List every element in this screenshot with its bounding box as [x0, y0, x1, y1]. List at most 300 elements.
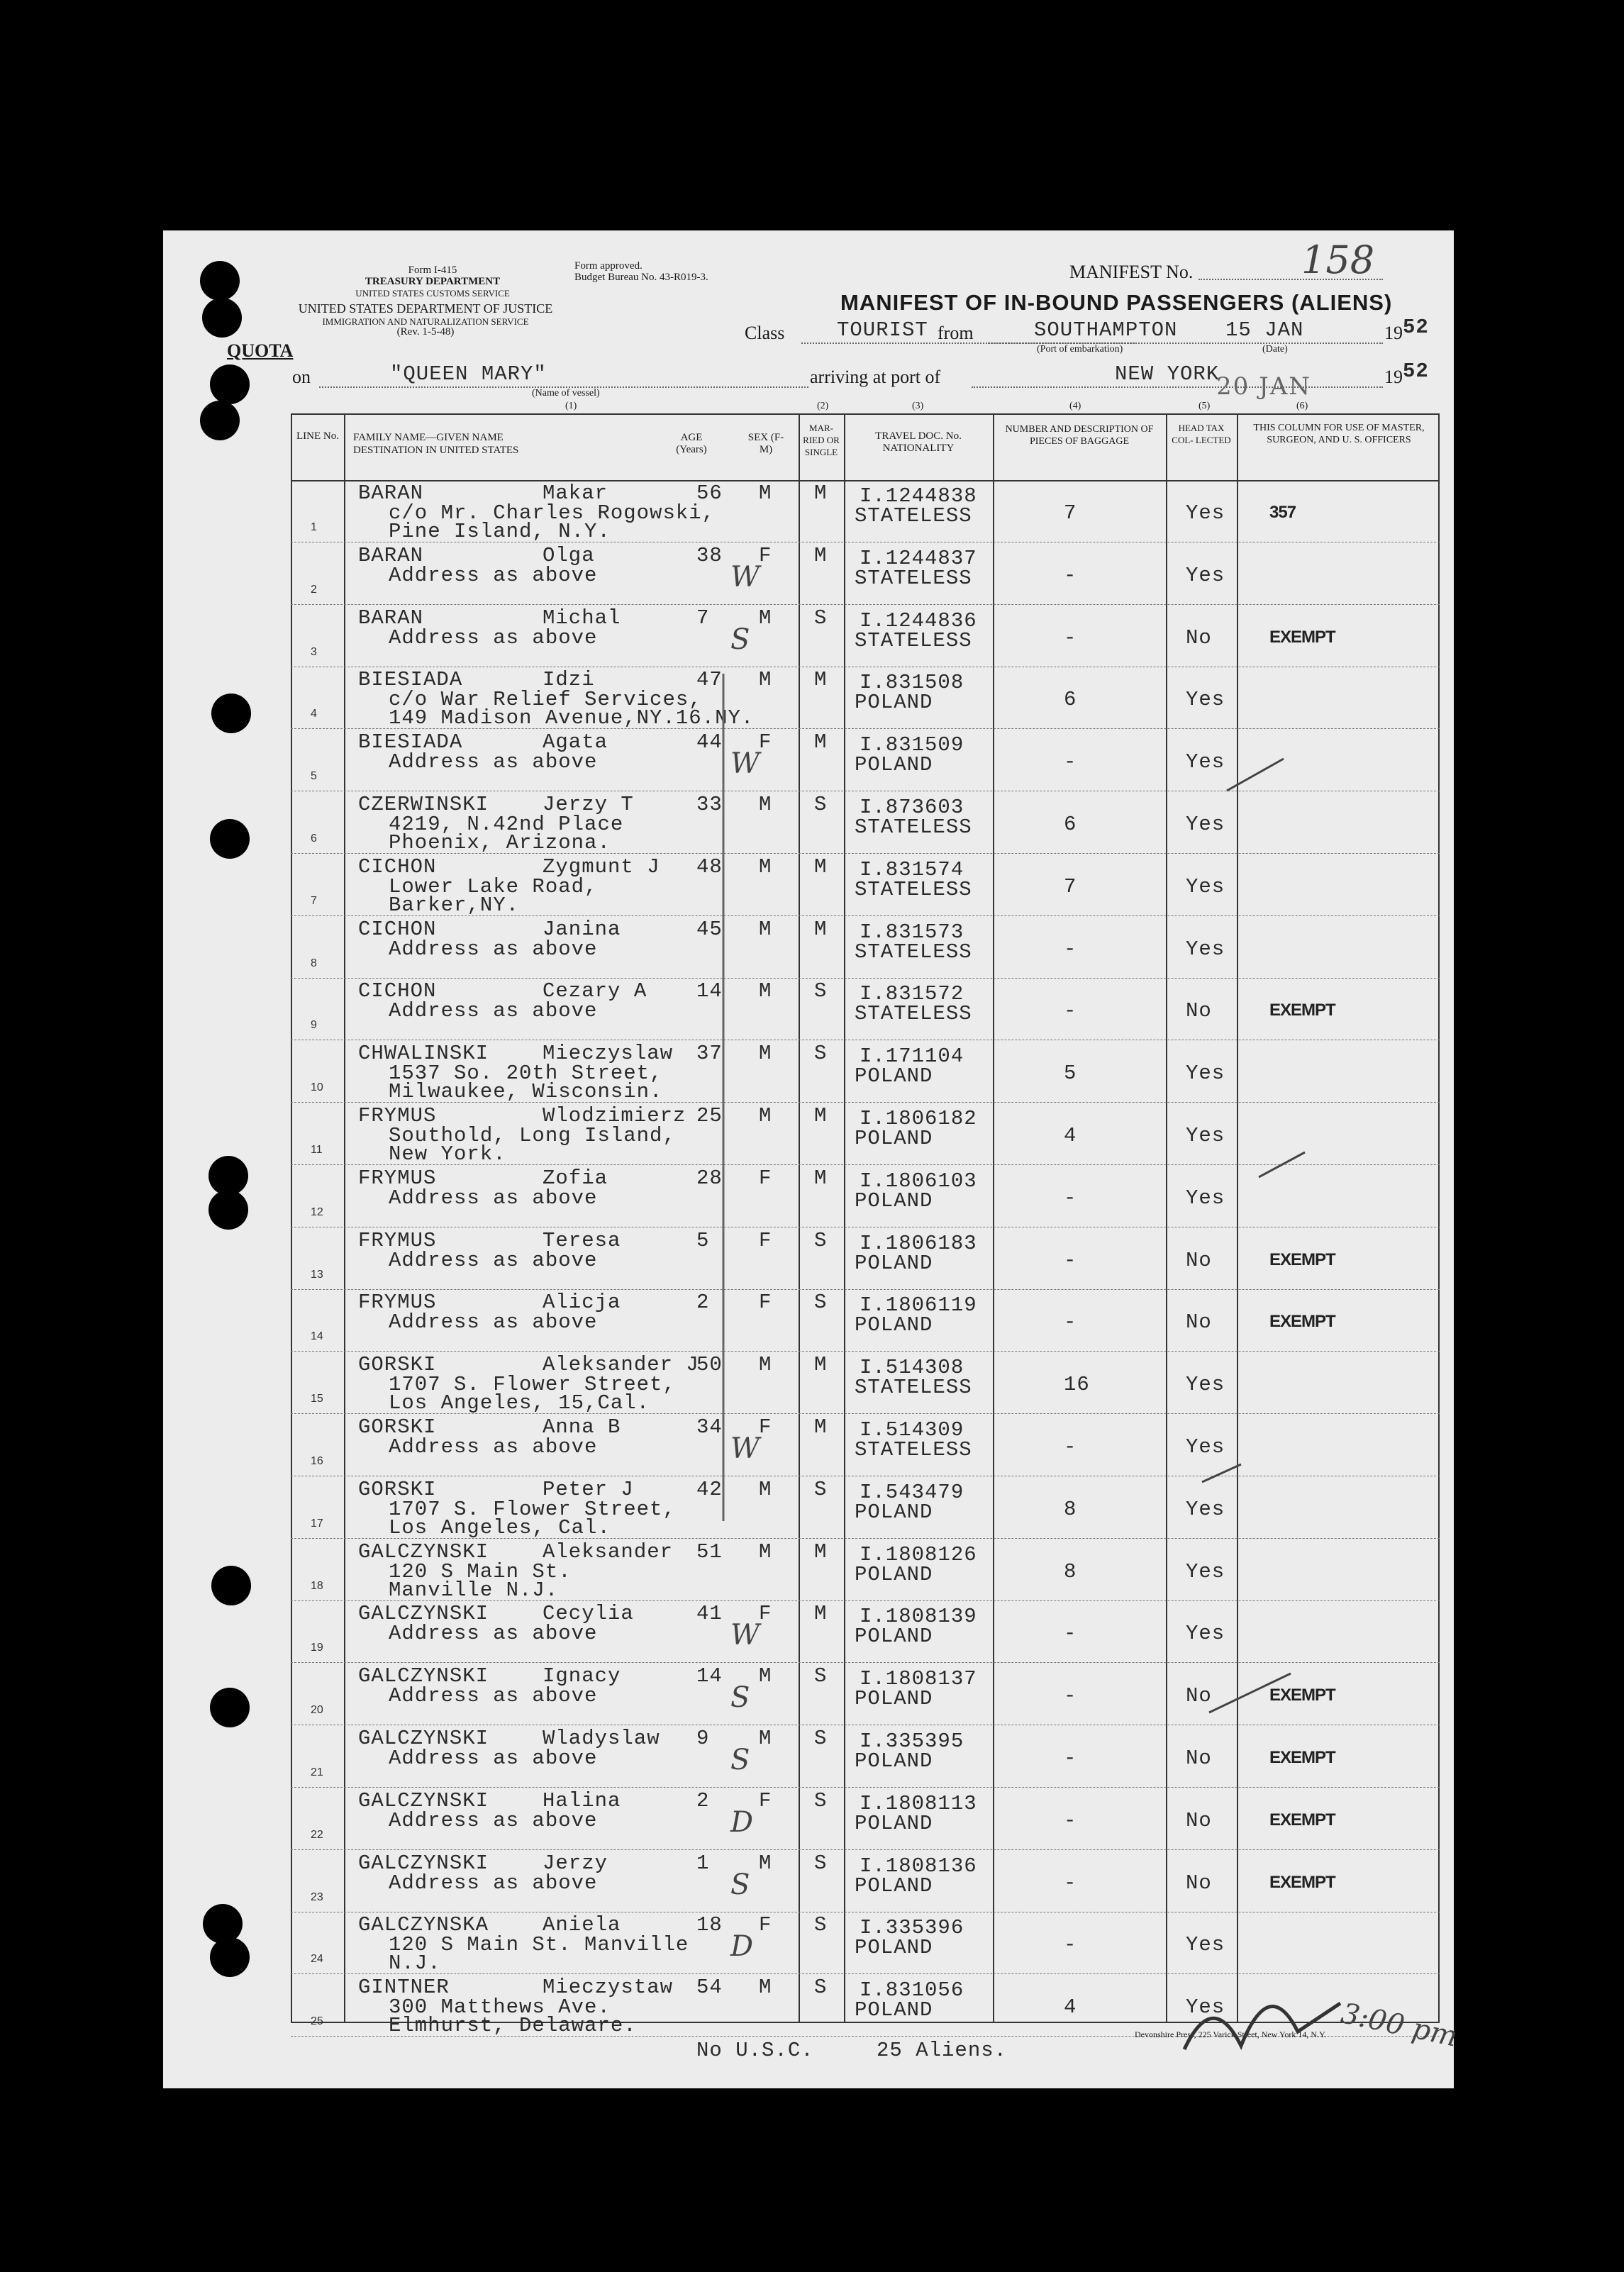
- destination-line-1: 300 Matthews Ave.: [389, 1995, 611, 2019]
- punch-hole: [211, 694, 251, 733]
- officer-note: 357: [1269, 503, 1296, 522]
- budget-label: Budget Bureau No. 43-R019-3.: [574, 272, 708, 283]
- destination-line-1: Address as above: [389, 1622, 598, 1645]
- vessel-caption: (Name of vessel): [532, 388, 600, 399]
- marital-status: S: [814, 1851, 828, 1875]
- marital-status: S: [814, 1664, 828, 1688]
- head-tax: Yes: [1186, 1435, 1225, 1459]
- head-tax: Yes: [1186, 564, 1225, 587]
- head-tax: No: [1186, 1249, 1212, 1272]
- given-name: Agata: [543, 730, 608, 754]
- head-tax: Yes: [1186, 937, 1225, 961]
- age: 54: [696, 1976, 723, 1999]
- sex: F: [759, 1789, 772, 1812]
- baggage-count: 6: [1064, 813, 1077, 836]
- destination-line-1: Southold, Long Island,: [389, 1124, 676, 1147]
- family-name: CICHON: [358, 918, 437, 941]
- marital-status: M: [814, 1415, 828, 1439]
- travel-doc-number: I.831572: [860, 982, 964, 1006]
- destination-line-1: 1537 So. 20th Street,: [389, 1062, 663, 1085]
- line-number: 21: [311, 1766, 323, 1778]
- baggage-count: -: [1064, 1933, 1077, 1956]
- handwritten-mark: W: [730, 1432, 760, 1465]
- col-header-sex: SEX (F-M): [747, 432, 784, 455]
- family-name: FRYMUS: [358, 1104, 437, 1127]
- head-tax: No: [1186, 999, 1212, 1023]
- destination-line-2: Phoenix, Arizona.: [389, 831, 611, 854]
- destination-line-1: Address as above: [389, 1310, 598, 1334]
- destination-line-1: Address as above: [389, 626, 598, 650]
- baggage-count: -: [1064, 626, 1077, 650]
- sex: M: [759, 1042, 772, 1065]
- nationality: POLAND: [855, 1563, 933, 1586]
- head-tax: No: [1186, 1747, 1212, 1770]
- handwritten-mark: S: [730, 1869, 750, 1901]
- given-name: Jerzy T: [543, 793, 634, 816]
- on-label: on: [292, 367, 311, 387]
- destination-line-1: 120 S Main St.: [389, 1560, 572, 1583]
- age: 28: [696, 1166, 723, 1190]
- marital-status: M: [814, 544, 828, 567]
- head-tax: Yes: [1186, 875, 1225, 898]
- nationality: POLAND: [855, 753, 933, 776]
- head-tax: Yes: [1186, 1498, 1225, 1521]
- destination-line-1: Address as above: [389, 1249, 598, 1272]
- head-tax: Yes: [1186, 1995, 1225, 2019]
- handwritten-mark: W: [730, 747, 760, 780]
- rev-label: (Rev. 1-5-48): [396, 326, 455, 338]
- destination-line-2: Manville N.J.: [389, 1578, 559, 1602]
- sex: F: [759, 1291, 772, 1314]
- line-number: 7: [311, 895, 317, 907]
- footer-aliens: 25 Aliens.: [877, 2039, 1008, 2062]
- head-tax: Yes: [1186, 750, 1225, 774]
- baggage-count: -: [1064, 564, 1077, 587]
- travel-doc-number: I.335396: [860, 1916, 964, 1939]
- family-name: GORSKI: [358, 1415, 437, 1439]
- marital-status: M: [814, 1602, 828, 1625]
- baggage-count: -: [1064, 937, 1077, 961]
- travel-doc-number: I.1806119: [860, 1293, 977, 1317]
- line-number: 8: [311, 957, 317, 969]
- punch-hole: [210, 1688, 250, 1727]
- baggage-count: 8: [1064, 1498, 1077, 1521]
- manifest-title: MANIFEST OF IN-BOUND PASSENGERS (ALIENS): [840, 290, 1393, 315]
- handwritten-mark: W: [730, 561, 760, 594]
- destination-line-1: Address as above: [389, 937, 598, 961]
- age: 18: [696, 1913, 723, 1937]
- nationality: STATELESS: [855, 815, 972, 839]
- marital-status: S: [814, 1042, 828, 1065]
- travel-doc-number: I.873603: [860, 796, 964, 819]
- age: 25: [696, 1104, 723, 1127]
- baggage-count: 6: [1064, 688, 1077, 711]
- baggage-count: -: [1064, 750, 1077, 774]
- baggage-count: 4: [1064, 1995, 1077, 2019]
- family-name: GALCZYNSKI: [358, 1789, 489, 1812]
- class-label: Class: [745, 323, 785, 343]
- line-number: 19: [311, 1642, 323, 1654]
- baggage-count: 5: [1064, 1062, 1077, 1085]
- given-name: Aleksander: [543, 1540, 674, 1564]
- sex: M: [759, 481, 772, 505]
- travel-doc-number: I.514308: [860, 1356, 964, 1379]
- head-tax: No: [1186, 626, 1212, 650]
- arrival-date-stamp: 20 JAN: [1216, 372, 1312, 401]
- port-caption: (Port of embarkation): [1037, 344, 1123, 355]
- footer-usc: No U.S.C.: [696, 2039, 814, 2062]
- head-tax: Yes: [1186, 688, 1225, 711]
- given-name: Idzi: [543, 668, 595, 691]
- sex: M: [759, 1478, 772, 1501]
- sex: F: [759, 1229, 772, 1252]
- destination-line-2: Los Angeles, 15,Cal.: [389, 1391, 650, 1415]
- handwritten-mark: W: [730, 1619, 760, 1652]
- marital-status: M: [814, 668, 828, 691]
- marital-status: S: [814, 606, 828, 630]
- col-header-age: AGE (Years): [676, 432, 707, 455]
- travel-doc-number: I.831508: [860, 671, 964, 694]
- sex: M: [759, 855, 772, 879]
- age: 37: [696, 1042, 723, 1065]
- given-name: Makar: [543, 481, 608, 505]
- sex: M: [759, 979, 772, 1003]
- year-1: 52: [1403, 316, 1429, 339]
- age: 34: [696, 1415, 723, 1439]
- line-number: 4: [311, 708, 317, 720]
- marital-status: S: [814, 793, 828, 816]
- age: 1: [696, 1851, 710, 1875]
- nationality: POLAND: [855, 1189, 933, 1213]
- nationality: POLAND: [855, 1064, 933, 1088]
- given-name: Mieczyslaw: [543, 1042, 674, 1065]
- age: 48: [696, 855, 723, 879]
- destination-line-1: Address as above: [389, 1871, 598, 1895]
- marital-status: M: [814, 481, 828, 505]
- nationality: STATELESS: [855, 1002, 972, 1025]
- from-label: from: [938, 323, 974, 343]
- justice-label: UNITED STATES DEPARTMENT OF JUSTICE: [298, 301, 553, 316]
- marital-status: S: [814, 1976, 828, 1999]
- embarkation-date: 15 JAN: [1225, 318, 1304, 342]
- age: 14: [696, 979, 723, 1003]
- travel-doc-number: I.1806103: [860, 1169, 977, 1193]
- destination-line-1: Address as above: [389, 1435, 598, 1459]
- travel-doc-number: I.1808113: [860, 1792, 977, 1815]
- line-number: 20: [311, 1704, 323, 1716]
- destination-line-2: 149 Madison Avenue,NY.16.NY.: [389, 706, 755, 730]
- officer-note: EXEMPT: [1269, 1873, 1335, 1892]
- nationality: STATELESS: [855, 878, 972, 901]
- destination-line-1: Address as above: [389, 1747, 598, 1770]
- family-name: CICHON: [358, 979, 437, 1003]
- nationality: STATELESS: [855, 1438, 972, 1461]
- officer-note: EXEMPT: [1269, 1250, 1335, 1269]
- destination-line-1: 120 S Main St. Manville: [389, 1933, 689, 1956]
- destination-line-2: Pine Island, N.Y.: [389, 520, 611, 543]
- line-number: 23: [311, 1891, 323, 1903]
- baggage-count: -: [1064, 1622, 1077, 1645]
- sex: M: [759, 793, 772, 816]
- given-name: Ignacy: [543, 1664, 621, 1688]
- destination-line-1: Address as above: [389, 1684, 598, 1708]
- arrival-time: 3:00 pm: [1338, 1997, 1461, 2054]
- nationality: POLAND: [855, 1313, 933, 1337]
- nationality: POLAND: [855, 1625, 933, 1648]
- age: 38: [696, 544, 723, 567]
- destination-line-1: c/o Mr. Charles Rogowski,: [389, 501, 716, 525]
- age: 50: [696, 1353, 723, 1376]
- sex: M: [759, 1976, 772, 1999]
- marital-status: M: [814, 855, 828, 879]
- given-name: Halina: [543, 1789, 621, 1812]
- head-tax: Yes: [1186, 501, 1225, 525]
- given-name: Alicja: [543, 1291, 621, 1314]
- given-name: Cezary A: [543, 979, 647, 1003]
- year-2: 52: [1403, 360, 1429, 383]
- date-caption: (Date): [1262, 344, 1288, 355]
- punch-hole: [208, 1190, 248, 1230]
- line-number: 18: [311, 1580, 323, 1592]
- officer-note: EXEMPT: [1269, 1810, 1335, 1830]
- given-name: Peter J: [543, 1478, 634, 1501]
- customs-label: UNITED STATES CUSTOMS SERVICE: [355, 288, 510, 299]
- approved-label: Form approved.: [574, 260, 643, 272]
- nationality: POLAND: [855, 1127, 933, 1150]
- arrival-port: NEW YORK: [1115, 362, 1220, 386]
- head-tax: No: [1186, 1684, 1212, 1708]
- col-header-baggage: NUMBER AND DESCRIPTION OF PIECES OF BAGGAGE: [1005, 424, 1154, 447]
- travel-doc-number: I.1808137: [860, 1667, 977, 1691]
- head-tax: Yes: [1186, 1373, 1225, 1396]
- family-name: BIESIADA: [358, 668, 463, 691]
- head-tax: Yes: [1186, 813, 1225, 836]
- officer-note: EXEMPT: [1269, 1312, 1335, 1331]
- baggage-count: -: [1064, 1871, 1077, 1895]
- sex: M: [759, 1353, 772, 1376]
- head-tax: Yes: [1186, 1186, 1225, 1210]
- travel-doc-number: I.831574: [860, 858, 964, 881]
- manifest-no-value: 158: [1301, 238, 1375, 282]
- head-tax: No: [1186, 1310, 1212, 1334]
- travel-doc-number: I.1808139: [860, 1605, 977, 1628]
- line-number: 10: [311, 1081, 323, 1093]
- baggage-count: -: [1064, 1435, 1077, 1459]
- family-name: GALCZYNSKI: [358, 1540, 489, 1564]
- family-name: BARAN: [358, 606, 424, 630]
- col-num-5: (5): [1198, 401, 1211, 411]
- baggage-count: -: [1064, 1809, 1077, 1832]
- age: 14: [696, 1664, 723, 1688]
- col-num-3: (3): [912, 401, 924, 411]
- form-number: Form I-415: [408, 264, 457, 276]
- line-number: 14: [311, 1330, 323, 1342]
- age: 5: [696, 1229, 710, 1252]
- punch-hole: [200, 401, 240, 440]
- handwritten-mark: D: [730, 1930, 754, 1963]
- age: 9: [696, 1727, 710, 1750]
- punch-hole: [210, 1937, 250, 1977]
- line-number: 3: [311, 646, 317, 658]
- destination-line-2: New York.: [389, 1142, 506, 1166]
- quota-label: QUOTA: [227, 340, 294, 361]
- family-name: CICHON: [358, 855, 437, 879]
- given-name: Olga: [543, 544, 595, 567]
- marital-status: M: [814, 1540, 828, 1564]
- line-number: 16: [311, 1455, 323, 1467]
- handwritten-mark: S: [730, 623, 750, 656]
- punch-hole: [200, 261, 240, 301]
- year-prefix-1: 19: [1384, 323, 1403, 343]
- family-name: GORSKI: [358, 1478, 437, 1501]
- baggage-count: 7: [1064, 501, 1077, 525]
- sex: F: [759, 730, 772, 754]
- port-of-embarkation: SOUTHAMPTON: [1034, 318, 1178, 342]
- marital-status: S: [814, 1789, 828, 1812]
- baggage-count: -: [1064, 1249, 1077, 1272]
- destination-line-1: 4219, N.42nd Place: [389, 813, 624, 836]
- col-header-officers: THIS COLUMN FOR USE OF MASTER, SURGEON, AND U. S. OFFICERS: [1253, 423, 1425, 445]
- family-name: FRYMUS: [358, 1291, 437, 1314]
- destination-line-1: Address as above: [389, 999, 598, 1023]
- col-header-tax: HEAD TAX COL- LECTED: [1172, 423, 1231, 445]
- nationality: POLAND: [855, 1687, 933, 1710]
- destination-line-2: Milwaukee, Wisconsin.: [389, 1080, 663, 1103]
- officer-note: EXEMPT: [1269, 1748, 1335, 1767]
- age: 56: [696, 481, 723, 505]
- family-name: GALCZYNSKI: [358, 1602, 489, 1625]
- head-tax: Yes: [1186, 1933, 1225, 1956]
- baggage-count: -: [1064, 1684, 1077, 1708]
- nationality: STATELESS: [855, 504, 972, 528]
- baggage-count: -: [1064, 1186, 1077, 1210]
- age: 7: [696, 606, 710, 630]
- col-header-married: MAR- RIED OR SINGLE: [803, 423, 840, 457]
- marital-status: S: [814, 1478, 828, 1501]
- nationality: POLAND: [855, 1252, 933, 1275]
- col-num-1: (1): [565, 401, 577, 411]
- baggage-count: -: [1064, 1747, 1077, 1770]
- manifest-no-label: MANIFEST No.: [1069, 262, 1194, 282]
- travel-doc-number: I.335395: [860, 1730, 964, 1753]
- handwritten-mark: D: [730, 1806, 754, 1839]
- sex: M: [759, 1664, 772, 1688]
- nationality: POLAND: [855, 1874, 933, 1898]
- family-name: GALCZYNSKI: [358, 1664, 489, 1688]
- family-name: CZERWINSKI: [358, 793, 489, 816]
- family-name: GALCZYNSKA: [358, 1913, 489, 1937]
- col-header-line: LINE No.: [296, 430, 339, 442]
- marital-status: M: [814, 1353, 828, 1376]
- destination-line-1: 1707 S. Flower Street,: [389, 1498, 676, 1521]
- nationality: POLAND: [855, 1936, 933, 1959]
- col-header-travel: TRAVEL DOC. No. NATIONALITY: [875, 430, 962, 454]
- destination-line-1: Address as above: [389, 564, 598, 587]
- given-name: Anna B: [543, 1415, 621, 1439]
- punch-hole: [210, 819, 250, 859]
- head-tax: Yes: [1186, 1622, 1225, 1645]
- age: 33: [696, 793, 723, 816]
- col-num-4: (4): [1069, 401, 1081, 411]
- sex: M: [759, 1540, 772, 1564]
- head-tax: Yes: [1186, 1062, 1225, 1085]
- nationality: POLAND: [855, 1500, 933, 1524]
- destination-line-2: Elmhurst, Delaware.: [389, 2014, 637, 2037]
- age: 2: [696, 1789, 710, 1812]
- given-name: Janina: [543, 918, 621, 941]
- travel-doc-number: I.514309: [860, 1418, 964, 1442]
- given-name: Wlodzimierz: [543, 1104, 686, 1127]
- travel-doc-number: I.831509: [860, 733, 964, 757]
- nationality: POLAND: [855, 1812, 933, 1835]
- line-number: 17: [311, 1518, 323, 1530]
- line-number: 6: [311, 832, 317, 845]
- travel-doc-number: I.1808126: [860, 1543, 977, 1566]
- sex: F: [759, 1166, 772, 1190]
- officer-note: EXEMPT: [1269, 1001, 1335, 1020]
- travel-doc-number: I.831573: [860, 920, 964, 944]
- family-name: BARAN: [358, 544, 424, 567]
- arriving-label: arriving at port of: [810, 367, 941, 387]
- destination-line-2: Los Angeles, Cal.: [389, 1516, 611, 1539]
- col-num-6: (6): [1296, 401, 1308, 411]
- sex: F: [759, 1602, 772, 1625]
- line-number: 24: [311, 1953, 323, 1965]
- line-number: 15: [311, 1393, 323, 1405]
- family-name: FRYMUS: [358, 1229, 437, 1252]
- line-number: 9: [311, 1019, 317, 1031]
- destination-line-1: Lower Lake Road,: [389, 875, 598, 898]
- destination-line-1: Address as above: [389, 750, 598, 774]
- marital-status: M: [814, 730, 828, 754]
- baggage-count: -: [1064, 1310, 1077, 1334]
- travel-doc-number: I.1808136: [860, 1854, 977, 1878]
- head-tax: Yes: [1186, 1124, 1225, 1147]
- line-number: 22: [311, 1829, 323, 1841]
- travel-doc-number: I.1806182: [860, 1107, 977, 1130]
- line-number: 1: [311, 521, 317, 533]
- age: 2: [696, 1291, 710, 1314]
- handwritten-marks: [163, 230, 1454, 2088]
- given-name: Cecylia: [543, 1602, 634, 1625]
- given-name: Wladyslaw: [543, 1727, 660, 1750]
- age: 44: [696, 730, 723, 754]
- punch-hole: [211, 1566, 251, 1605]
- col-header-destination: DESTINATION IN UNITED STATES: [353, 445, 519, 456]
- head-tax: Yes: [1186, 1560, 1225, 1583]
- given-name: Jerzy: [543, 1851, 608, 1875]
- given-name: Zofia: [543, 1166, 608, 1190]
- sex: M: [759, 1727, 772, 1750]
- nationality: STATELESS: [855, 629, 972, 652]
- handwritten-mark: S: [730, 1681, 750, 1714]
- line-number: 2: [311, 584, 317, 596]
- marital-status: M: [814, 918, 828, 941]
- age: 45: [696, 918, 723, 941]
- nationality: STATELESS: [855, 940, 972, 964]
- manifest-page: [163, 230, 1461, 2088]
- marital-status: S: [814, 1291, 828, 1314]
- family-name: GALCZYNSKI: [358, 1727, 489, 1750]
- destination-line-1: Address as above: [389, 1809, 598, 1832]
- col-header-name: FAMILY NAME—GIVEN NAME: [353, 432, 504, 443]
- marital-status: S: [814, 1913, 828, 1937]
- age: 47: [696, 668, 723, 691]
- given-name: Zygmunt J: [543, 855, 660, 879]
- officer-note: EXEMPT: [1269, 1686, 1335, 1705]
- age: 41: [696, 1602, 723, 1625]
- travel-doc-number: I.831056: [860, 1978, 964, 2002]
